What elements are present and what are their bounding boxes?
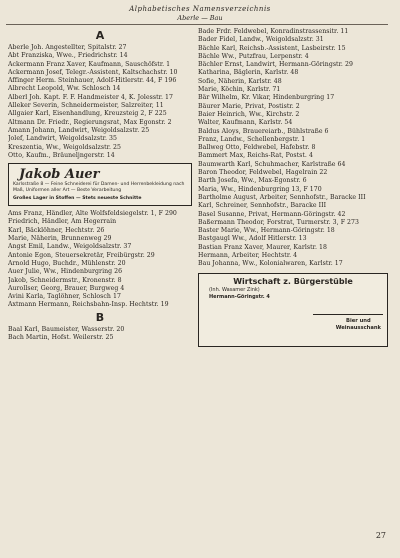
ad-address: Hermann-Göringstr. 4 [209,293,270,300]
directory-entry: Baal Karl, Baumeister, Wasserstr. 20 [8,325,125,333]
directory-entry: Marie, Näherin, Brunnenweg 29 [8,235,112,243]
advertisement-auer [8,163,192,206]
directory-entry: Bächle Karl, Reichsb.-Assistent, Lasbeirstr. 15 [198,44,346,52]
directory-entry: Bach Martin, Hofst. Weilerstr. 25 [8,334,114,342]
ad-offer-line1: Bier und [345,317,371,324]
directory-entry: Bade Frdr. Feldwebel, Konradinstrassensitr. 11 [198,28,349,35]
directory-entry: Auer Julie, Ww., Hindenburgring 26 [8,268,123,276]
directory-entry: Affinger Herm. Steinhauer, Adolf-Hitlerstr. 44, F 196 [8,77,177,85]
directory-entry: Kreszentia, Ww., Weigoldsalzstr. 25 [8,143,121,151]
directory-entry: Baron Theodor, Feldwebel, Hagelrain 22 [198,169,328,177]
directory-entry: Katharina, Bäglerin, Karlstr. 48 [198,69,299,77]
directory-entry: Franz, Landw., Schellenbergstr. 1 [198,135,306,143]
directory-entry: Bau Johanna, Ww., Kolonialwaren, Karlstr. 17 [198,260,343,268]
directory-entry: Bammert Max, Reichs-Rat, Postst. 4 [198,152,313,160]
entries-list-a-continued [8,210,192,310]
directory-entry: Antonie Egon, Steuersekretär, Freibürgstr. 29 [8,251,155,259]
directory-entry: Abt Franziska, Wwe., Friedrichstr. 14 [8,52,128,60]
directory-entry: Altmann Dr. Friedr., Regierungsrat, Max Egonstr. 2 [8,118,172,126]
directory-entry: Bader Fidel, Landw., Weigoldsalzstr. 31 [198,36,324,44]
directory-entry: Bäurer Marie, Privat, Postistr. 2 [198,102,300,110]
directory-entry: Ackermann Josef, Telegr.-Assistent, Kaltschachstr. 10 [8,68,178,76]
directory-entry: Hermann, Arbeiter, Hechtstr. 4 [198,252,298,260]
ad-owner: (Inh. Wasamer Zink) [209,286,260,293]
directory-entry: Maria, Ww., Hindenburgring 13, F 170 [198,185,322,193]
directory-entry: Amann Johann, Landwirt, Weigoldsalzstr. 25 [8,126,150,134]
entries-list-a [8,44,192,160]
directory-entry: Ballweg Otto, Feldwebel, Hafebstr. 8 [198,144,316,152]
directory-entry: Baldus Aloys, Brauereiarb., Bühlstraße 6 [198,127,329,135]
directory-entry: Baster Marie, Ww., Hermann-Göringstr. 18 [198,227,335,235]
ad-offer-line2: Weinausschank [335,324,381,331]
ad-slogan: Großes Lager in Stoffen — Stets neueste Schnitte [13,196,142,202]
directory-entry: Bär Wilhelm, Kr. Vikar, Hindenburgring 17 [198,94,335,102]
page-number: 27 [375,531,386,540]
ad-title: Wirtschaft z. Bürgerstüble [233,276,353,286]
page-subtitle: Aberle — Bau [177,14,223,22]
directory-entry: Bächler Ernst, Landwirt, Hermann-Göringstr. 29 [198,61,353,69]
directory-entry: Ackermann Franz Xaver, Kaufmann, Sauschöfstr. 1 [8,60,171,68]
directory-entry: Baßermann Theodor, Forstrat, Turmerstr. 3, F 273 [198,218,360,226]
directory-entry: Jolef, Landwirt, Weigoldsalzstr. 35 [8,135,117,143]
directory-entry: Aurollser, Georg, Brauer, Burgweg 4 [8,284,125,292]
directory-entry: Alberl Joh. Kapt. F. F. Handmeister 4, K. Jolesstr. 17 [8,93,173,101]
directory-entry: Sofie, Näherin, Karlstr. 48 [198,77,282,85]
directory-entry: Bastian Franz Xaver, Maurer, Karlstr. 18 [198,243,327,251]
directory-entry: Axtmann Hermann, Reichsbahn-Insp. Hechtstr. 19 [8,301,169,309]
section-letter-a: A [95,29,105,42]
directory-entry: Arnold Hugo, Buchdr., Mühlenstr. 20 [8,259,126,267]
directory-entry: Friedrich, Händler, Am Hegerrain [8,218,117,226]
left-column [8,28,192,342]
right-column [198,28,388,347]
ad-divider [313,314,383,315]
ad-text: Karlsstraße 8 — Feine Schneiderei für Damen- und Herrenbekleidung nach Maß, Uniformen aller Art — Beste Verarbeitung [13,182,185,194]
directory-entry: Basel Susanne, Privat, Hermann-Göringstr. 42 [198,210,346,218]
directory-entry: Otto, Kaufm., Bräuneljngerstr. 14 [8,151,115,159]
directory-entry: Walter, Kaufmann, Karlstr. 54 [198,119,293,127]
directory-entry: Baumwarth Karl, Schuhmacher, Karlstraße 64 [198,160,346,168]
directory-entry: Barth Josefa, Ww., Max-Egonstr. 6 [198,177,307,185]
section-letter-b: B [95,310,105,324]
directory-entry: Alleker Severin, Schneidermeister, Salzreiter, 11 [8,102,164,110]
directory-entry: Marie, Köchin, Karlstr. 71 [198,86,281,94]
directory-entry: Angst Emil, Landw., Weigoldsalzstr. 37 [8,243,132,251]
directory-entry: Jakob, Schneidermstr., Kronenstr. 8 [8,276,122,284]
directory-entry: Albrecht Leopold, Ww. Schlosch 14 [8,85,121,93]
directory-entry: Bartholme August, Arbeiter, Sennhofstr., Baracke III [198,193,366,201]
ad-offer [336,318,381,332]
directory-entry: Allgaier Karl, Eisenhandlung, Kreuzsteig 2, F 225 [8,110,167,118]
ad-title: Jakob Auer [19,167,100,183]
directory-entry: Bastgaugl Ww., Adolf Hitlerstr. 13 [198,235,307,243]
directory-entry: Baier Heinrich, Ww., Kirchstr. 2 [198,110,300,118]
page-title: Alphabetisches Namensverzeichnis [129,5,271,13]
directory-entry: Aberle Joh. Angestellter, Spitalstr. 27 [8,44,127,51]
entries-list-b [8,326,192,343]
directory-entry: Bächle Ww., Putzfrau, Lerpenstr. 4 [198,52,309,60]
directory-entry: Karl, Schreiner, Sennhofstr., Baracke III [198,202,327,210]
directory-entry: Avini Karla, Taglöhner, Schlosch 17 [8,293,121,301]
entries-list-right [198,28,388,269]
directory-entry: Karl, Bäcklöhner, Hechtstr. 26 [8,226,105,234]
advertisement-buergerstueble [198,273,388,347]
header-rule [6,24,388,25]
directory-entry: Ams Franz, Händler, Alte Wolfsfeldsiegelstr. 1, F 290 [8,210,177,218]
